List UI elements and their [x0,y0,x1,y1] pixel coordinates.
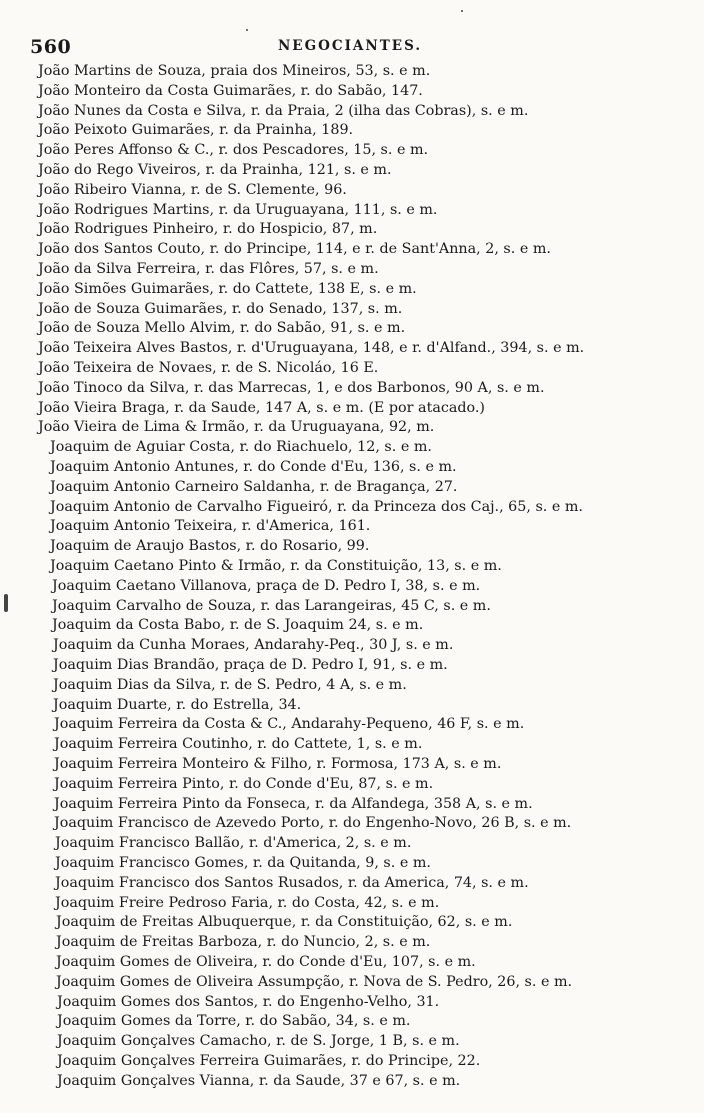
entry: Joaquim Antonio Teixeira, r. d'America, 161. [50,518,371,535]
entry: Joaquim Duarte, r. do Estrella, 34. [53,696,302,713]
entry: João Vieira de Lima & Irmão, r. da Uruguayana, 92, m. [38,419,435,436]
entry: João Tinoco da Silva, r. das Marrecas, 1, e dos Barbonos, 90 A, s. e m. [38,379,545,396]
entry: João Nunes da Costa e Silva, r. da Praia, 2 (ilha das Cobras), s. e m. [38,102,529,119]
entry: Joaquim Gomes de Oliveira, r. do Conde d'Eu, 107, s. e m. [56,954,476,970]
entry: João Rodrigues Martins, r. da Uruguayana, 111, s. e m. [38,201,438,218]
entry: Joaquim de Freitas Albuquerque, r. da Constituição, 62, s. e m. [56,914,513,931]
entry: Joaquim Gomes dos Santos, r. do Engenho-Velho, 31. [57,993,440,1010]
entry: Joaquim Francisco dos Santos Rusados, r. da America, 74, s. e m. [55,874,529,891]
entry: João do Rego Viveiros, r. da Prainha, 121, s. e m. [38,162,392,178]
ink-speck [4,594,8,612]
entry: Joaquim Ferreira Monteiro & Filho, r. Formosa, 173 A, s. e m. [54,756,502,772]
entry: Joaquim Antonio Antunes, r. do Conde d'Eu, 136, s. e m. [50,459,457,475]
entry: Joaquim Ferreira Coutinho, r. do Cattete, 1, s. e m. [54,736,423,753]
entry: João de Souza Mello Alvim, r. do Sabão, 91, s. e m. [38,320,406,337]
entry: Joaquim Ferreira Pinto da Fonseca, r. da Alfandega, 358 A, s. e m. [54,795,533,812]
entry: João Rodrigues Pinheiro, r. do Hospicio, 87, m. [38,221,378,238]
entry: João Vieira Braga, r. da Saude, 147 A, s. e m. (E por atacado.) [38,399,486,416]
entry: João de Souza Guimarães, r. do Senado, 137, s. m. [38,300,403,317]
entry: Joaquim de Araujo Bastos, r. do Rosario, 99. [50,538,370,555]
entry: João Simões Guimarães, r. do Cattete, 138 E, s. e m. [38,280,417,297]
entry: Joaquim Francisco Ballão, r. d'America, 2, s. e m. [55,835,412,852]
entry: Joaquim Ferreira Pinto, r. do Conde d'Eu, 87, s. e m. [54,775,434,792]
entry: João Martins de Souza, praia dos Mineiros, 53, s. e m. [38,63,431,79]
page-number: 560 [30,36,72,58]
entry: João Ribeiro Vianna, r. de S. Clemente, 96. [38,181,347,198]
entry: João Teixeira Alves Bastos, r. d'Uruguayana, 148, e r. d'Alfand., 394, s. e m. [38,340,585,357]
page-header [30,36,670,60]
ink-speck [246,29,248,31]
entry: Joaquim Gonçalves Vianna, r. da Saude, 37 e 67, s. e m. [57,1072,461,1089]
entry: Joaquim Ferreira da Costa & C., Andarahy-Pequeno, 46 F, s. e m. [54,716,525,733]
entry: Joaquim Gonçalves Ferreira Guimarães, r. do Principe, 22. [57,1053,481,1069]
ink-speck [461,10,463,12]
entry: Joaquim Dias da Silva, r. de S. Pedro, 4 A, s. e m. [53,676,407,693]
entry: Joaquim Francisco de Azevedo Porto, r. do Engenho-Novo, 26 B, s. e m. [54,815,572,832]
entry: Joaquim Freire Pedroso Faria, r. do Costa, 42, s. e m. [55,894,440,911]
entry: Joaquim Caetano Pinto & Irmão, r. da Constituição, 13, s. e m. [50,558,502,574]
entry: Joaquim Dias Brandão, praça de D. Pedro I, 91, s. e m. [53,657,448,673]
entry: João Monteiro da Costa Guimarães, r. do Sabão, 147. [38,82,423,99]
running-head: NEGOCIANTES. [277,38,423,54]
entry: Joaquim Gonçalves Camacho, r. de S. Jorge, 1 B, s. e m. [57,1033,460,1050]
entry: Joaquim de Freitas Barboza, r. do Nuncio, 2, s. e m. [56,934,431,951]
entry: Joaquim da Cunha Moraes, Andarahy-Peq., 30 J, s. e m. [53,637,454,654]
entry: Joaquim Francisco Gomes, r. da Quitanda, 9, s. e m. [55,855,431,871]
entry: João Peixoto Guimarães, r. da Prainha, 189. [38,122,354,139]
entry: Joaquim Gomes da Torre, r. do Sabão, 34, s. e m. [57,1013,411,1030]
entry: Joaquim Carvalho de Souza, r. das Larangeiras, 45 C, s. e m. [52,597,491,614]
entry: Joaquim Antonio Carneiro Saldanha, r. de Bragança, 27. [50,478,458,495]
entry: Joaquim da Costa Babo, r. de S. Joaquim 24, s. e m. [52,617,424,634]
entry: João da Silva Ferreira, r. das Flôres, 57, s. e m. [38,261,379,277]
entry: Joaquim Antonio de Carvalho Figueiró, r. da Princeza dos Caj., 65, s. e m. [50,498,583,515]
entry: Joaquim Gomes de Oliveira Assumpção, r. Nova de S. Pedro, 26, s. e m. [56,973,573,990]
entry: João Peres Affonso & C., r. dos Pescadores, 15, s. e m. [38,142,429,159]
entry: Joaquim Caetano Villanova, praça de D. Pedro I, 38, s. e m. [52,577,481,594]
entry: João dos Santos Couto, r. do Principe, 114, e r. de Sant'Anna, 2, s. e m. [38,241,551,258]
entry: Joaquim de Aguiar Costa, r. do Riachuelo, 12, s. e m. [50,439,432,456]
entry: João Teixeira de Novaes, r. de S. Nicoláo, 16 E. [38,360,379,376]
